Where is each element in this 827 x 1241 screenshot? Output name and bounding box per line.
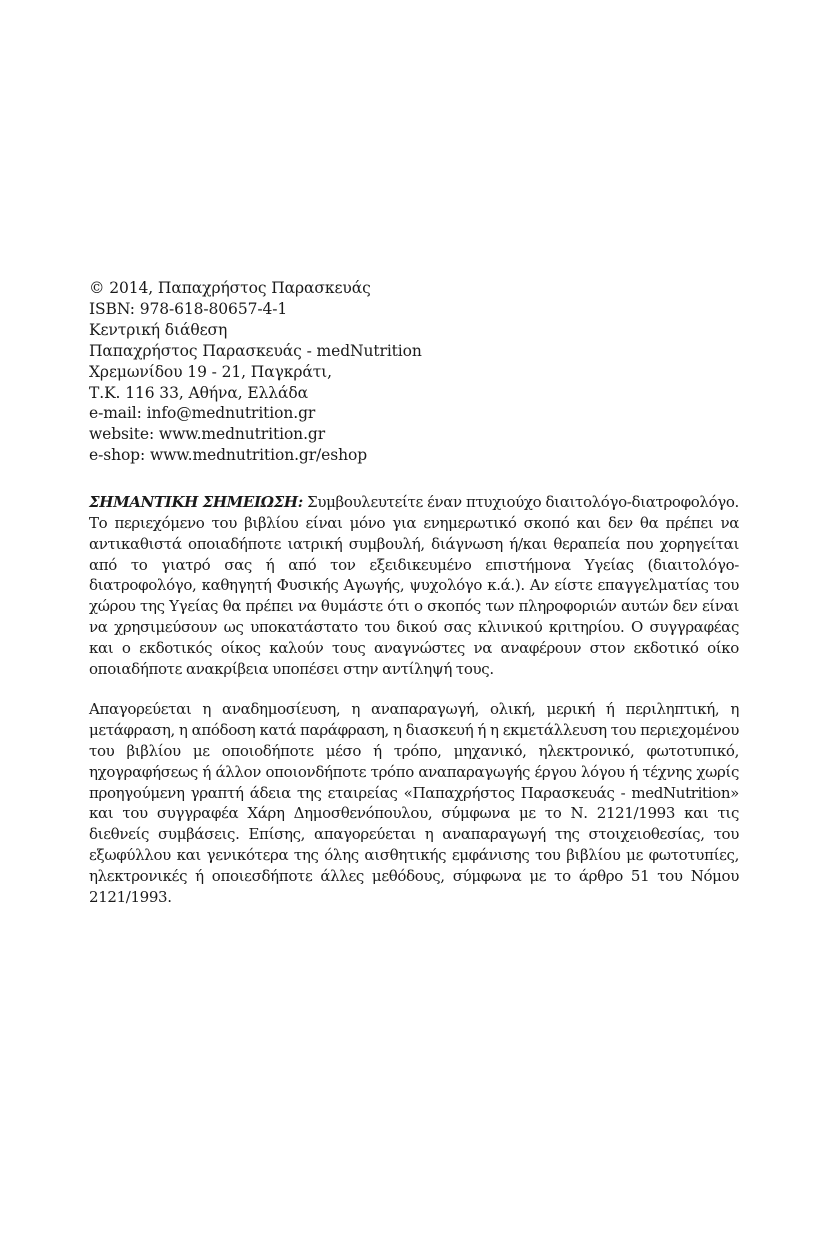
copyright-line: © 2014, Παπαχρήστος Παρασκευάς — [89, 279, 371, 297]
website-line: website: www.mednutrition.gr — [89, 425, 326, 444]
important-note-label: ΣΗΜΑΝΤΙΚΗ ΣΗΜΕΙΩΣΗ: — [89, 493, 303, 512]
copyright-notice-paragraph: Απαγορεύεται η αναδημοσίευση, η αναπαραγωγή, ολική, μερική ή περιληπτική, η μετάφραση, η απόδοση κατά παράφραση, η διασκευή ή η εκμετάλλευση του περιεχομένου του βιβλίου με οποιοδήποτε μέσο ή τρόπο, μηχανικό, ηλεκτρονικό, φωτοτυπικό, ηχογραφήσεως ή άλλον οποιονδήποτε τρόπο αναπαραγωγής έργου λόγου ή τέχνης χωρίς προηγούμενη γραπτή άδεια της εταιρείας «Παπαχρήστος Παρασκευάς - medNutrition» και του συγγραφέα Χάρη Δημοσθενόπουλου, σύμφωνα με το Ν. 2121/1993 και τις διεθνείς συμβάσεις. Επίσης, απαγορεύεται η αναπαραγωγή της στοιχειοθεσίας, του εξωφύλλου και γενικότερα της όλης αισθητικής εμφάνισης του βιβλίου με φωτοτυπίες, ηλεκτρονικές ή οποιεσδήποτε άλλες μεθόδους, σύμφωνα με το άρθρο 51 του Νόμου 2121/1993. — [89, 700, 739, 906]
email-line: e-mail: info@mednutrition.gr — [89, 404, 316, 423]
important-note-text: Συμβουλευτείτε έναν πτυχιούχο διαιτολόγο-διατροφολόγο. Το περιεχόμενο του βιβλίου είναι μόνο για ενημερωτικό σκοπό και δεν θα πρέπει να αντικαθιστά οποιαδήποτε ιατρική συμβουλή, διάγνωση ή/και θεραπεία που χορηγείται από το γιατρό σας ή από τον εξειδικευμένο επιστήμονα Υγείας (διαιτολόγο-διατροφολόγο, καθηγητή Φυσικής Αγωγής, ψυχολόγο κ.ά.). Αν είστε επαγγελματίας του χώρου της Υγείας θα πρέπει να θυμάστε ότι ο σκοπός των πληροφοριών αυτών δεν είναι να χρησιμεύσουν ως υποκατάστατο του δικού σας κλινικού κριτηρίου. Ο συγγραφέας και ο εκδοτικός οίκος καλούν τους αναγνώστες να αναφέρουν στον εκδοτικό οίκο οποιαδήποτε ανακρίβεια υποπέσει στην αντίληψή τους. — [89, 493, 739, 678]
publisher-name: Παπαχρήστος Παρασκευάς - medNutrition — [89, 341, 422, 360]
imprint-block — [89, 278, 739, 466]
address-street: Χρεμωνίδου 19 - 21, Παγκράτι, — [89, 362, 332, 381]
copyright-page — [89, 278, 739, 907]
address-postcode: Τ.Κ. 116 33, Αθήνα, Ελλάδα — [89, 383, 308, 402]
isbn-line: ISBN: 978-618-80657-4-1 — [89, 299, 288, 318]
distribution-heading: Κεντρική διάθεση — [89, 320, 228, 339]
important-note-paragraph — [89, 492, 739, 679]
eshop-line: e-shop: www.mednutrition.gr/eshop — [89, 446, 368, 465]
